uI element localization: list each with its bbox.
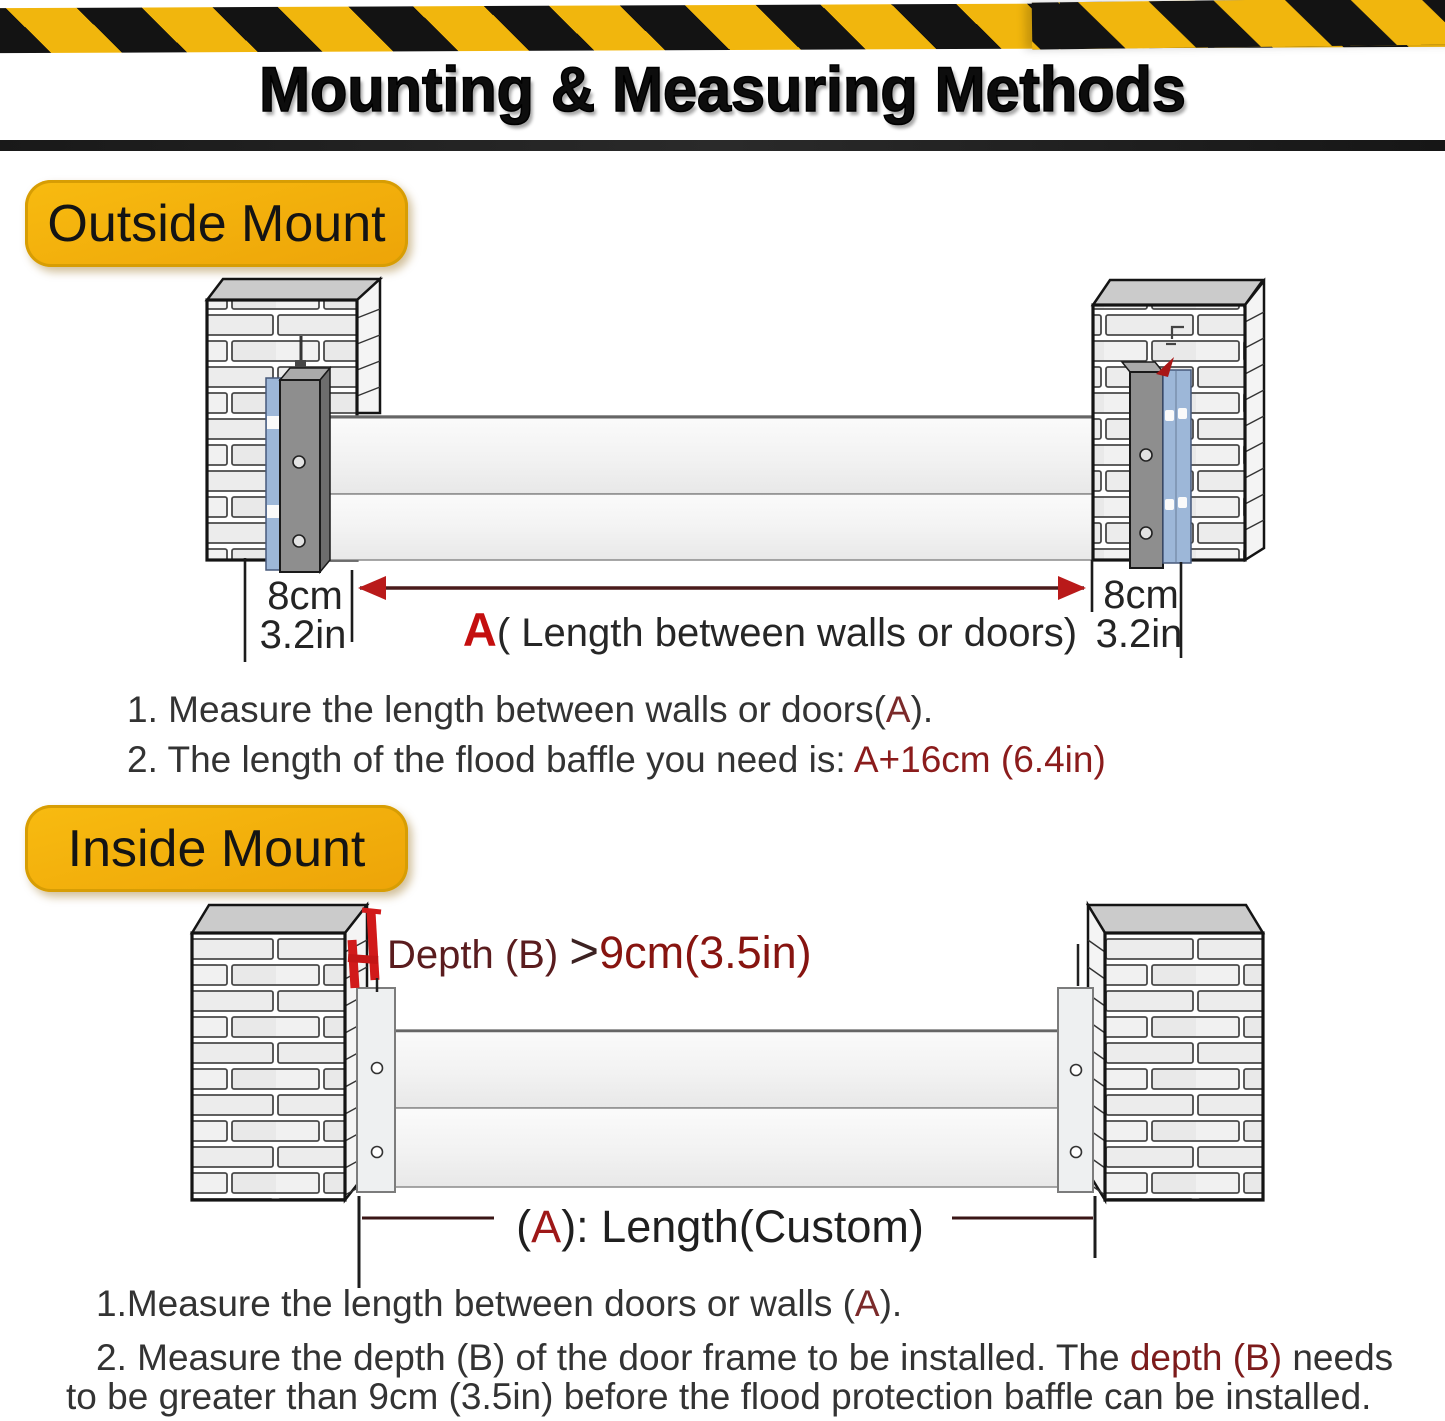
right-door-pillar — [1088, 905, 1263, 1200]
outside-step-2-text: 2. The length of the flood baffle you need is: — [127, 739, 854, 780]
dimension-left-cm: 8cm — [267, 574, 343, 618]
inside-step-2-highlight: depth (B) — [1129, 1337, 1283, 1378]
outside-step-2 — [127, 739, 1106, 781]
outside-step-1-end: ). — [910, 689, 934, 730]
depth-value: 9cm(3.5in) — [599, 927, 812, 978]
page-title: Mounting & Measuring Methods — [259, 55, 1186, 125]
mounting-channel-left — [280, 368, 330, 572]
outside-step-1-variable: A — [885, 689, 911, 730]
custom-length-open: ( — [516, 1201, 532, 1252]
inside-step-1 — [96, 1283, 902, 1325]
flood-barrier-panel — [318, 416, 1133, 560]
inside-mount-badge-label: Inside Mount — [67, 819, 366, 878]
outside-step-1 — [127, 689, 933, 731]
inside-step-1-variable: A — [854, 1283, 880, 1324]
seal-strip-left — [266, 378, 281, 570]
arrowhead-right-icon — [1058, 576, 1086, 600]
depth-requirement-label — [387, 921, 812, 980]
inside-step-1-end: ). — [879, 1283, 903, 1324]
span-length-variable: A — [462, 603, 497, 656]
custom-length-text: ): Length(Custom) — [561, 1201, 924, 1252]
inside-step-1-text: 1.Measure the length between doors or walls ( — [96, 1283, 855, 1324]
inside-step-2 — [96, 1337, 1393, 1379]
inside-step-3: to be greater than 9cm (3.5in) before the flood protection baffle can be installed. — [66, 1376, 1372, 1417]
dimension-right-inch: 3.2in — [1095, 612, 1183, 656]
custom-length-variable: A — [531, 1201, 562, 1252]
dimension-right-cm: 8cm — [1103, 573, 1179, 617]
custom-length-label — [470, 1201, 970, 1253]
span-length-text: ( Length between walls or doors) — [496, 611, 1078, 655]
arrowhead-left-icon — [358, 576, 386, 600]
flood-barrier-panel-inside — [395, 1030, 1058, 1187]
inside-step-2-text: 2. Measure the depth (B) of the door frame to be installed. The — [96, 1337, 1130, 1378]
outside-mount-badge-label: Outside Mount — [47, 194, 386, 253]
depth-label-text: Depth (B) — [387, 933, 570, 977]
door-frame-channel-left — [357, 988, 395, 1192]
greater-than-sign: > — [569, 922, 600, 979]
dimension-left-inch: 3.2in — [259, 613, 347, 657]
inside-step-2-end: needs — [1282, 1337, 1394, 1378]
span-length-label — [460, 602, 1080, 657]
outside-step-1-text: 1. Measure the length between walls or doors( — [127, 689, 886, 730]
left-door-pillar — [192, 905, 367, 1200]
outside-step-2-formula: A+16cm (6.4in) — [853, 739, 1106, 780]
